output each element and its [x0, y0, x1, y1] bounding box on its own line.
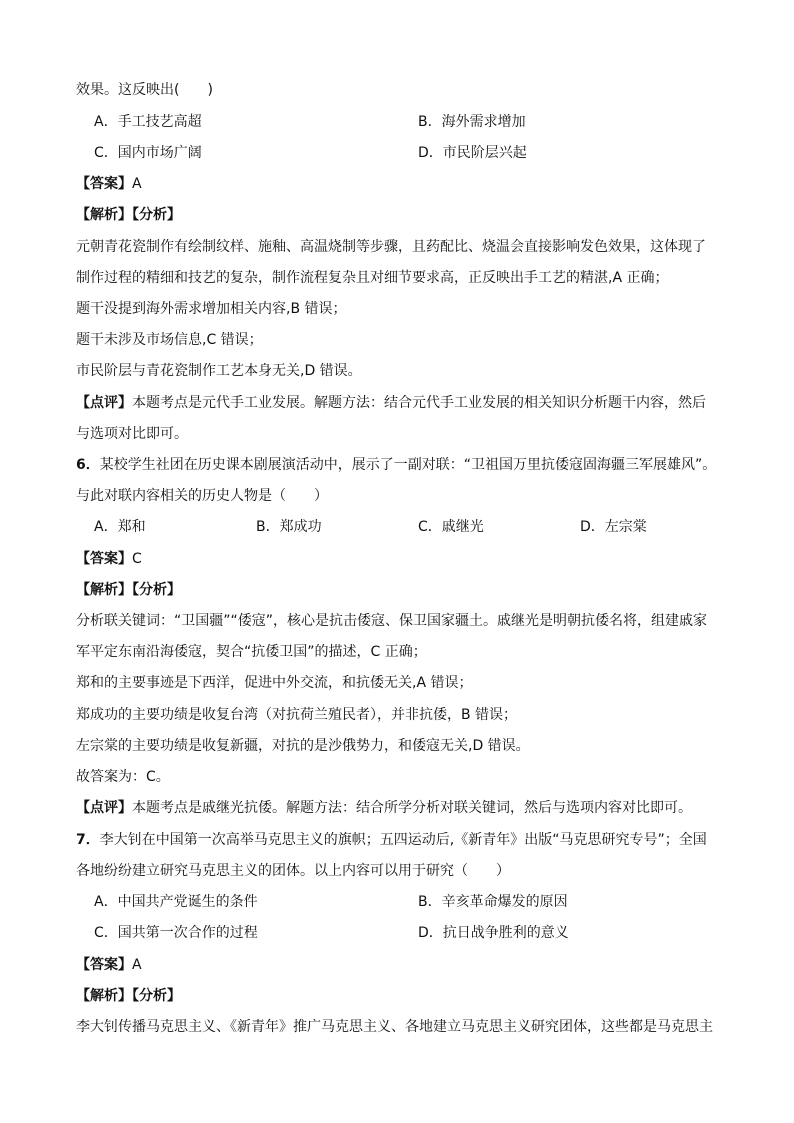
q6-analysis-line: 军平定东南沿海倭寇，契合“抗倭卫国”的描述，C 正确；	[76, 644, 427, 660]
comment-tag: 【点评】	[76, 395, 132, 411]
q5-stem-tail: 效果。这反映出( )	[76, 82, 213, 98]
question-number: 6．	[76, 457, 100, 473]
q6-analysis-line: 郑成功的主要功绩是收复台湾（对抗荷兰殖民者），并非抗倭，B 错误；	[76, 707, 518, 723]
q7-stem-text: 李大钊在中国第一次高举马克思主义的旗帜；五四运动后,《新青年》出版“马克思研究专号”；全国	[99, 832, 707, 848]
q7-analysis-line: 李大钊传播马克思主义、《新青年》推广马克思主义、各地建立马克思主义研究团体，这些都是马克思主	[76, 1019, 713, 1035]
answer-value: A	[132, 957, 142, 973]
q6-option-c: C．戚继光	[418, 519, 484, 535]
q6-analysis-line: 郑和的主要事迹是下西洋，促进中外交流，和抗倭无关,A 错误；	[76, 675, 473, 691]
q6-analysis-line: 故答案为：C。	[76, 769, 170, 785]
q5-option-b: B．海外需求增加	[418, 114, 526, 130]
comment-tag: 【点评】	[76, 800, 132, 816]
q5-option-d: D．市民阶层兴起	[418, 145, 527, 161]
q5-option-c: C．国内市场广阔	[94, 145, 202, 161]
q6-option-a: A．郑和	[94, 519, 146, 535]
q6-stem-text: 某校学生社团在历史课本剧展演活动中，展示了一副对联：“卫祖国万里抗倭寇固海疆三军展雄风”。	[99, 457, 717, 473]
answer-tag: 【答案】	[76, 957, 132, 973]
q6-stem-line: 与此对联内容相关的历史人物是（ ）	[76, 488, 328, 504]
q7-stem	[76, 830, 776, 850]
q5-analysis-line: 制作过程的精细和技艺的复杂，制作流程复杂且对细节要求高，正反映出手工艺的精湛,A 正确；	[76, 270, 669, 286]
q7-analysis-tag: 【解析】【分析】	[76, 988, 181, 1004]
q5-analysis-line: 题干未涉及市场信息,C 错误；	[76, 332, 263, 348]
q6-option-d: D．左宗棠	[580, 519, 647, 535]
q7-answer	[76, 955, 776, 975]
q5-analysis-line: 元朝青花瓷制作有绘制纹样、施釉、高温烧制等步骤，且药配比、烧温会直接影响发色效果，这体现了	[76, 239, 706, 255]
answer-value: C	[132, 551, 142, 567]
q6-analysis-tag: 【解析】【分析】	[76, 582, 181, 598]
q6-stem	[76, 455, 776, 475]
q6-comment	[76, 798, 776, 818]
q6-option-b: B．郑成功	[256, 519, 322, 535]
q5-option-a: A．手工技艺高超	[94, 114, 202, 130]
q5-analysis-line: 题干没提到海外需求增加相关内容,B 错误；	[76, 301, 347, 317]
question-number: 7．	[76, 832, 100, 848]
q6-analysis-line: 分析联关键词：“卫国疆”“倭寇”，核心是抗击倭寇、保卫国家疆土。戚继光是明朝抗倭名将，组建戚家	[76, 613, 708, 629]
q7-option-a: A．中国共产党诞生的条件	[94, 894, 258, 910]
q5-comment-line: 与选项对比即可。	[76, 426, 188, 442]
comment-text: 本题考点是戚继光抗倭。解题方法：结合所学分析对联关键词，然后与选项内容对比即可。	[132, 800, 692, 816]
q7-option-b: B．辛亥革命爆发的原因	[418, 894, 568, 910]
q6-analysis-line: 左宗棠的主要功绩是收复新疆，对抗的是沙俄势力，和倭寇无关,D 错误。	[76, 738, 530, 754]
q5-answer	[76, 174, 776, 194]
q7-option-c: C．国共第一次合作的过程	[94, 925, 258, 941]
q5-comment	[76, 393, 776, 413]
q6-answer	[76, 549, 776, 569]
q5-analysis-tag: 【解析】【分析】	[76, 207, 181, 223]
answer-tag: 【答案】	[76, 551, 132, 567]
q7-stem-line: 各地纷纷建立研究马克思主义的团体。以上内容可以用于研究（ ）	[76, 863, 510, 879]
answer-value: A	[132, 176, 142, 192]
q5-analysis-line: 市民阶层与青花瓷制作工艺本身无关,D 错误。	[76, 363, 362, 379]
comment-text: 本题考点是元代手工业发展。解题方法：结合元代手工业发展的相关知识分析题干内容，然后	[132, 395, 706, 411]
q7-option-d: D．抗日战争胜利的意义	[418, 925, 569, 941]
answer-tag: 【答案】	[76, 176, 132, 192]
